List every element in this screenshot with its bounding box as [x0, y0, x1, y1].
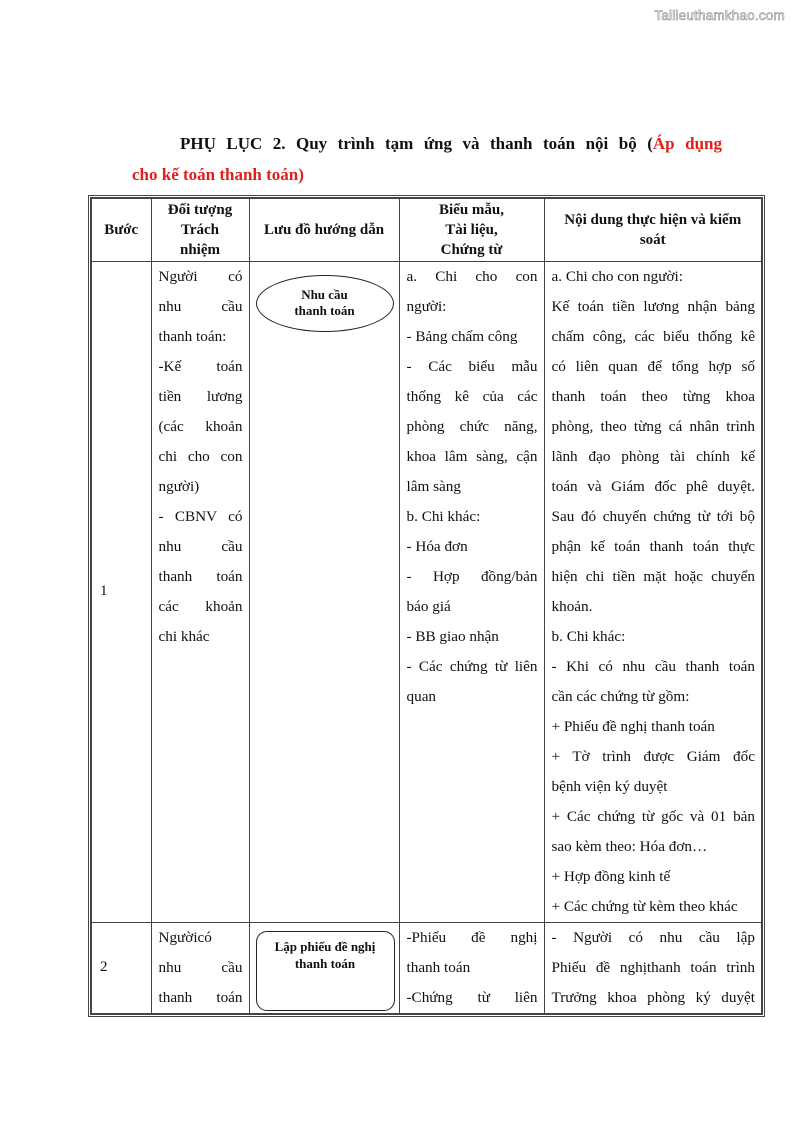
heading-line-2: cho kế toán thanh toán) — [132, 165, 304, 184]
forms-cell: -Phiếu đề nghị thanh toán -Chứng từ liên — [399, 922, 544, 1014]
heading-line-1 — [132, 128, 722, 159]
table-header-row — [91, 198, 762, 261]
flow-process-node: Lập phiếu đề nghị thanh toán — [256, 931, 395, 1011]
content-cell: - Người có nhu cầu lập Phiếu đề nghịthanh toán trình Trưởng khoa phòng ký duyệt — [544, 922, 762, 1014]
watermark: Tailieuthamkhao.com — [654, 8, 785, 23]
heading-scope-text: Áp dụng — [652, 134, 722, 153]
procedure-table — [90, 197, 763, 1015]
heading-title-text: PHỤ LỤC 2. Quy trình tạm ứng và thanh toán nội bộ ( — [180, 134, 653, 153]
owner-cell: Ngườicó nhu cầu thanh toán — [151, 922, 249, 1014]
forms-cell: a. Chi cho con người: - Bảng chấm công - Các biểu mẫu thống kê của các phòng chức năng, khoa lâm sàng, cận lâm sàng b. Chi khác: - Hóa đơn - Hợp đồng/bản báo giá - BB giao nhận - Các chứng từ liên quan — [399, 261, 544, 922]
flow-start-node: Nhu cầu thanh toán — [256, 275, 394, 332]
page-heading — [132, 128, 722, 190]
table-row — [91, 922, 762, 1014]
table-row — [91, 261, 762, 922]
content-cell: a. Chi cho con người: Kế toán tiền lương nhận bảng chấm công, các biểu thống kê có liên quan để tổng hợp số thanh toán theo từng khoa phòng, theo từng cá nhân trình lãnh đạo phòng tài chính kế toán và Giám đốc phê duyệt. Sau đó chuyển chứng từ tới bộ phận kế toán thanh toán thực hiện chi tiền mặt hoặc chuyển khoản. b. Chi khác: - Khi có nhu cầu thanh toán cần các chứng từ gồm: + Phiếu đề nghị thanh toán + Tờ trình được Giám đốc bệnh viện ký duyệt + Các chứng từ gốc và 01 bản sao kèm theo: Hóa đơn… + Hợp đồng kinh tế + Các chứng từ kèm theo khác — [544, 261, 762, 922]
flowchart-cell — [249, 261, 399, 922]
owner-cell: Người có nhu cầu thanh toán: -Kế toán tiền lương (các khoản chi cho con người) - CBNV có nhu cầu thanh toán các khoản chi khác — [151, 261, 249, 922]
header-owner: Đối tượng Trách nhiệm — [151, 198, 249, 261]
step-number: 2 — [91, 922, 151, 1014]
flowchart-cell — [249, 922, 399, 1014]
header-forms: Biểu mẫu, Tài liệu, Chứng từ — [399, 198, 544, 261]
header-content: Nội dung thực hiện và kiểm soát — [544, 198, 762, 261]
header-flowchart: Lưu đồ hướng dẫn — [249, 198, 399, 261]
header-step: Bước — [91, 198, 151, 261]
step-number: 1 — [91, 261, 151, 922]
